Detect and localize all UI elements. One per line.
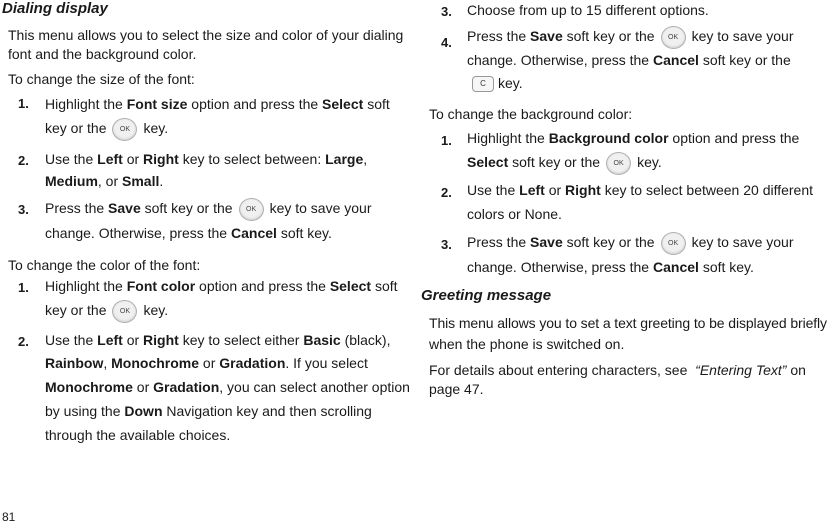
- greeting-text: when the phone is switched on.: [429, 336, 625, 352]
- details-text: page 47.: [429, 381, 484, 397]
- step-text: through the available choices.: [45, 427, 231, 443]
- clear-key-icon: C: [472, 76, 494, 92]
- intro-text: font and the background color.: [8, 46, 197, 62]
- page-number: 81: [2, 510, 16, 524]
- step-text: Rainbow, Monochrome or Gradation. If you select: [45, 355, 368, 371]
- ok-key-icon: OK: [661, 232, 686, 255]
- step-number: 2.: [18, 334, 29, 349]
- intro-text: This menu allows you to select the size and color of your dialing: [8, 27, 404, 43]
- step-text: Medium, or Small.: [45, 173, 164, 189]
- bg-intro: To change the background color:: [429, 106, 633, 122]
- step-text: Use the Left or Right key to select between: Large,: [45, 151, 368, 167]
- ok-key-icon: OK: [112, 300, 137, 323]
- step-text: C key.: [472, 72, 523, 94]
- ok-key-icon: OK: [112, 118, 137, 141]
- step-text: Select soft key or the OK key.: [467, 151, 662, 175]
- step-text: change. Otherwise, press the Cancel soft key.: [467, 259, 754, 275]
- step-text: Press the Save soft key or the OK key to save your: [467, 231, 794, 255]
- step-text: by using the Down Navigation key and then scrolling: [45, 403, 372, 419]
- step-text: Monochrome or Gradation, you can select another option: [45, 379, 410, 395]
- step-text: key or the OK key.: [45, 299, 168, 323]
- color-intro: To change the color of the font:: [8, 257, 201, 273]
- step-text: Highlight the Font color option and press the Select soft: [45, 278, 398, 294]
- step-text: colors or None.: [467, 206, 562, 222]
- ok-key-icon: OK: [606, 152, 631, 175]
- step-number: 3.: [441, 237, 452, 252]
- size-intro: To change the size of the font:: [8, 71, 195, 87]
- step-text: Use the Left or Right key to select between 20 different: [467, 182, 814, 198]
- step-text: Use the Left or Right key to select either Basic (black),: [45, 332, 391, 348]
- step-number: 2.: [441, 185, 452, 200]
- section-heading-greeting-message: Greeting message: [421, 287, 552, 304]
- step-text: Choose from up to 15 different options.: [467, 2, 709, 18]
- step-text: key or the OK key.: [45, 117, 168, 141]
- step-number: 3.: [441, 4, 452, 19]
- step-number: 1.: [18, 280, 29, 295]
- ok-key-icon: OK: [661, 26, 686, 49]
- ok-key-icon: OK: [239, 198, 264, 221]
- step-text: Highlight the Font size option and press the Select soft: [45, 96, 390, 112]
- entering-text-link[interactable]: “Entering Text”: [695, 362, 787, 378]
- step-text: change. Otherwise, press the Cancel soft key.: [45, 225, 332, 241]
- step-number: 1.: [441, 133, 452, 148]
- details-text: For details about entering characters, see “Entering Text” on: [429, 362, 806, 378]
- step-number: 2.: [18, 153, 29, 168]
- step-text: Highlight the Background color option and press the: [467, 130, 800, 146]
- step-text: change. Otherwise, press the Cancel soft key or the: [467, 52, 791, 68]
- step-number: 1.: [18, 96, 29, 111]
- step-number: 3.: [18, 202, 29, 217]
- section-heading-dialing-display: Dialing display: [2, 0, 108, 17]
- step-number: 4.: [441, 35, 452, 50]
- step-text: Press the Save soft key or the OK key to save your: [45, 197, 372, 221]
- greeting-text: This menu allows you to set a text greeting to be displayed briefly: [429, 315, 827, 331]
- step-text: Press the Save soft key or the OK key to save your: [467, 25, 794, 49]
